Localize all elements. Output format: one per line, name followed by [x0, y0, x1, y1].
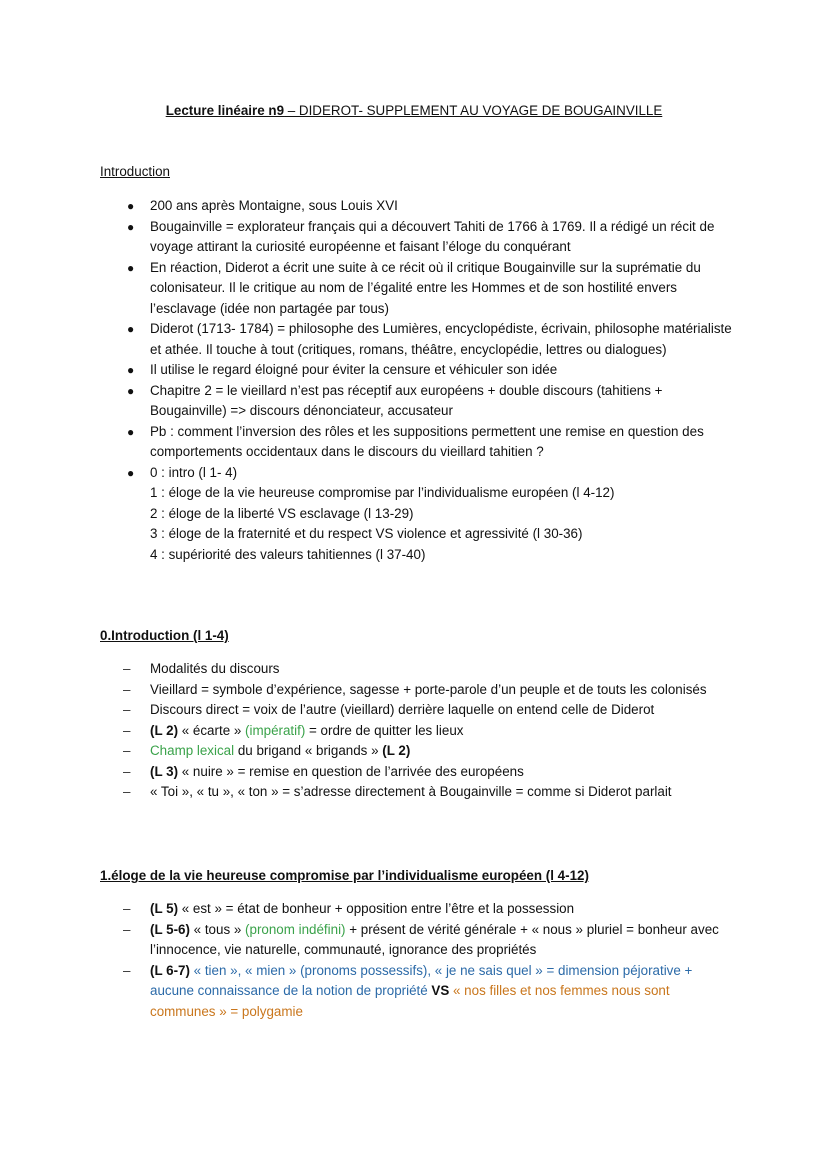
- dash-icon: –: [123, 763, 131, 779]
- green-annotation: (pronom indéfini): [245, 921, 346, 937]
- dash-icon: –: [123, 784, 131, 799]
- title-bold: Lecture linéaire n9: [165, 103, 285, 118]
- plan-line: 2 : éloge de la liberté VS esclavage (l 13-29): [150, 505, 414, 521]
- dash-icon: –: [123, 921, 131, 937]
- list-item: – « Toi », « tu », « ton » = s’adresse directement à Bougainville = comme si Diderot parlait: [150, 782, 730, 803]
- dash-icon: –: [123, 962, 131, 978]
- line-ref: (L 2): [382, 743, 411, 758]
- line-ref: (L 5): [150, 901, 179, 916]
- bullet-icon: ●: [127, 219, 135, 234]
- list-item: ● Bougainville = explorateur français qui a découvert Tahiti de 1766 à 1769. Il a rédigé un récit de voyage attirant la curiosité européenne et faisant l’éloge du conquérant: [127, 218, 715, 254]
- plan-list-item: [127, 463, 740, 566]
- section1-list: [123, 899, 730, 1022]
- bullet-icon: ●: [127, 260, 135, 275]
- list-item: ● 200 ans après Montaigne, sous Louis XVI: [150, 196, 740, 217]
- list-item: – (L 5) « est » = état de bonheur + opposition entre l’être et la possession: [150, 899, 730, 920]
- dash-icon: –: [123, 681, 131, 697]
- line-ref: (L 2): [150, 722, 179, 738]
- section0-list: [123, 659, 730, 803]
- plan-line: 1 : éloge de la vie heureuse compromise par l’individualisme européen (l 4-12): [150, 485, 615, 500]
- bullet-icon: ●: [127, 465, 135, 480]
- section1-heading: 1.éloge de la vie heureuse compromise par l’individualisme européen (l 4-12): [100, 868, 589, 883]
- list-item: – (L 2) « écarte » (impératif) = ordre de quitter les lieux: [150, 721, 730, 742]
- dash-icon: –: [123, 661, 131, 676]
- list-item: ● Diderot (1713- 1784) = philosophe des Lumières, encyclopédiste, écrivain, philosophe matérialiste et athée. Il touche à tout (critiques, romans, théâtre, encyclopédie, lettres ou dialogues): [127, 321, 732, 357]
- list-item: ● Chapitre 2 = le vieillard n’est pas réceptif aux européens + double discours (tahitiens + Bougainville) => discours dénonciateur, accusateur: [127, 382, 663, 418]
- vs-label: VS: [431, 983, 450, 998]
- plan-line: 0 : intro (l 1- 4): [150, 464, 238, 480]
- plan-line: 4 : supériorité des valeurs tahitiennes (l 37-40): [150, 546, 426, 562]
- list-item: – (L 5-6) « tous » (pronom indéfini) + présent de vérité générale + « nous » pluriel = bonheur avec l’innocence, vie naturelle, communauté, ignorance des propriétés: [123, 921, 719, 957]
- line-ref: (L 5-6): [150, 921, 190, 937]
- list-item: ● Pb : comment l’inversion des rôles et les suppositions permettent une remise en question des comportements occidentaux dans le discours du vieillard tahitien ?: [127, 423, 704, 459]
- bullet-icon: ●: [127, 424, 135, 439]
- green-annotation: (impératif): [245, 722, 306, 738]
- blue-annotation: « tien », « mien » (pronoms possessifs), « je ne sais quel » = dimension péjorative + aucune connaissance de la notion de propriété: [150, 962, 693, 998]
- bullet-icon: ●: [127, 363, 135, 377]
- list-item: – (L 3) « nuire » = remise en question de l’arrivée des européens: [150, 762, 730, 783]
- intro-bullet-list: [127, 196, 740, 565]
- list-item: ● Il utilise le regard éloigné pour éviter la censure et véhiculer son idée: [150, 360, 740, 381]
- list-item: – Discours direct = voix de l’autre (vieillard) derrière laquelle on entend celle de Diderot: [150, 700, 730, 721]
- list-item: [123, 961, 730, 1023]
- line-ref: (L 6-7): [150, 962, 190, 978]
- orange-annotation: « nos filles et nos femmes nous sont communes » = polygamie: [150, 983, 670, 1019]
- dash-icon: –: [123, 702, 131, 717]
- list-item: – Vieillard = symbole d’expérience, sagesse + porte-parole d’un peuple et de touts les colonisés: [150, 680, 730, 701]
- line-ref: (L 3): [150, 763, 179, 779]
- intro-heading: Introduction: [100, 164, 170, 179]
- page-title: [0, 102, 828, 120]
- bullet-icon: ●: [127, 322, 135, 336]
- section0-heading: 0.Introduction (l 1-4): [100, 628, 229, 643]
- plan-line: 3 : éloge de la fraternité et du respect VS violence et agressivité (l 30-36): [150, 526, 583, 541]
- bullet-icon: ●: [127, 383, 135, 398]
- title-rest: – DIDEROT- SUPPLEMENT AU VOYAGE DE BOUGAINVILLE: [284, 103, 663, 118]
- bullet-icon: ●: [127, 199, 135, 213]
- dash-icon: –: [123, 901, 131, 916]
- dash-icon: –: [123, 743, 131, 758]
- list-item: – Champ lexical du brigand « brigands » (L 2): [150, 741, 730, 762]
- list-item: ● En réaction, Diderot a écrit une suite à ce récit où il critique Bougainville sur la suprématie du colonisateur. Il le critique au nom de l’égalité entre les Hommes et de son hostilité envers l’esclavage (idée non partagée par tous): [127, 259, 701, 316]
- green-annotation: Champ lexical: [150, 743, 235, 758]
- list-item: – Modalités du discours: [150, 659, 730, 680]
- dash-icon: –: [123, 722, 131, 738]
